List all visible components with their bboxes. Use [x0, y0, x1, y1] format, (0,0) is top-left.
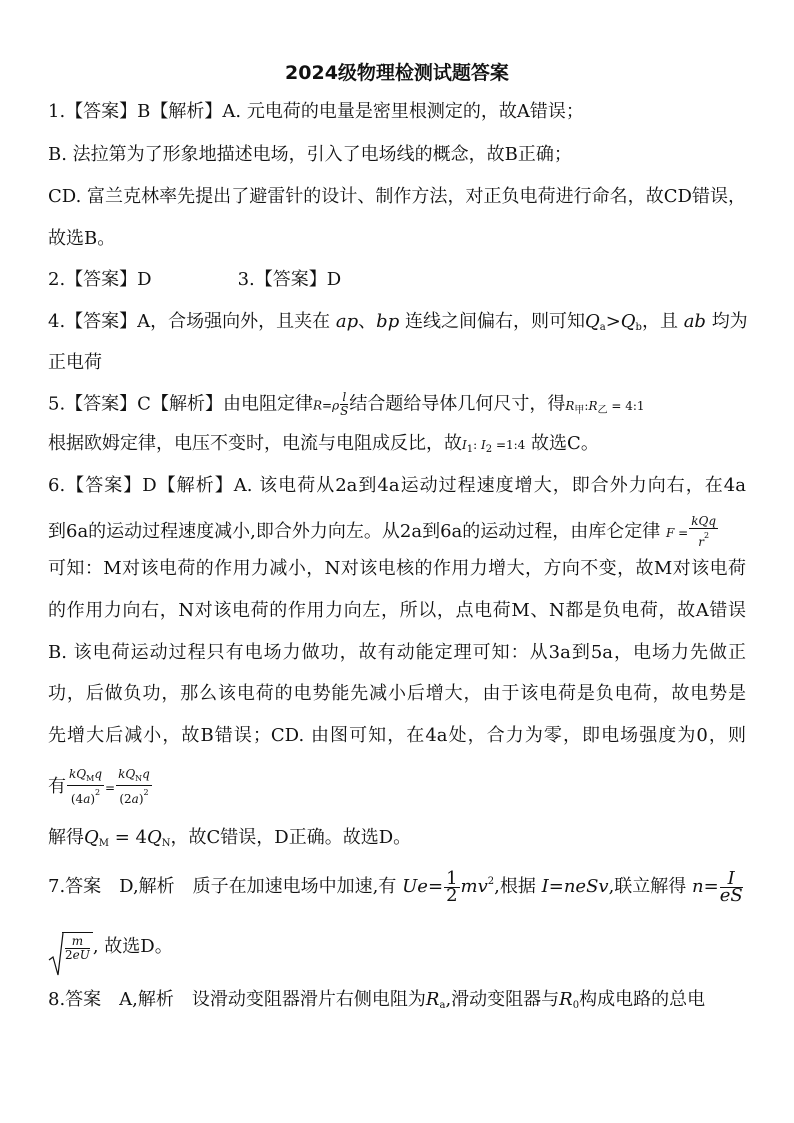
q6-line-7: 先增大后减小，故B错误；CD. 由图可知，在4a处，合力为零，即电场强度为0，则 [48, 725, 746, 746]
q7-line-2: $\frac{m}{2eU}$ , 故选D。 [48, 932, 173, 962]
q6-line-8: 有 $\frac{kQ_Mq}{(4a)^2}$ = $\frac{kQ_Nq}{(2a)^2}$ [48, 767, 150, 806]
q6-line-6: 功，后做负功，那么该电荷的电势能先减小后增大，由于该电荷是负电荷，故电势是 [48, 683, 746, 704]
q8-line-1: 8.答案 A,解析 设滑动变阻器滑片右侧电阻为$R_a$,滑动变阻器与$R_0$构成电路的总电 [48, 989, 706, 1011]
q5-line-1: 5.【答案】C【解析】由电阻定律R=ρ $\frac{l}{S}$ 结合题给导体几何尺寸，得$R_甲:R_乙$ = 4:1 [48, 390, 645, 418]
q5-line-2: 根据欧姆定律，电压不变时，电流与电阻成反比，故$I_1$: $I_2$ =1:4 故选C。 [48, 433, 599, 455]
q6-line-2: 到6a的运动过程速度减小,即合外力向左。从2a到6a的运动过程，由库仑定律 F = $\frac{\text{kQq}}{r^2}$ [48, 514, 717, 549]
q4-line-2: 正电荷 [48, 352, 102, 373]
q1-line-1: 1.【答案】B【解析】A. 元电荷的电量是密里根测定的，故A错误； [48, 101, 584, 122]
q2-q3-line [48, 268, 341, 292]
sqrt-symbol: $\frac{m}{2eU}$ [48, 932, 93, 962]
q1-line-4: 故选B。 [48, 228, 116, 249]
q6-line-5: B. 该电荷运动过程只有电场力做功，故有动能定理可知：从3a到5a，电场力先做正 [48, 642, 746, 663]
q4-line-1: 4.【答案】A，合场强向外，且夹在 ap、bp 连线之间偏右，则可知$Q_a>Q_b$，且 ab 均为 [48, 311, 748, 333]
q6-line-1: 6.【答案】D【解析】A. 该电荷从2a到4a运动过程速度增大，即合外力向右，在4a [48, 475, 746, 496]
q6-line-9: 解得$Q_M = 4Q_N$，故C错误，D正确。故选D。 [48, 827, 412, 849]
q1-line-2: B. 法拉第为了形象地描述电场，引入了电场线的概念，故B正确； [48, 144, 572, 165]
q6-line-3: 可知：M对该电荷的作用力减小，N对该电核的作用力增大，方向不变，故M对该电荷 [48, 558, 746, 579]
q7-line-1: 7.答案 D,解析 质子在加速电场中加速,有 Ue= $\frac{1}{2}$ $mv^2$,根据 I=neSv,联立解得 n= $\frac{I}{eS}$ [48, 867, 743, 906]
q3-answer: 3.【答案】D [237, 269, 342, 290]
q6-line-4: 的作用力向右，N对该电荷的作用力向左，所以，点电荷M、N都是负电荷，故A错误 [48, 600, 746, 621]
q2-answer: 2.【答案】D [48, 269, 152, 290]
page-title: 2024级物理检测试题答案 [285, 62, 509, 84]
q1-line-3: CD. 富兰克林率先提出了避雷针的设计、制作方法，对正负电荷进行命名，故CD错误， [48, 186, 746, 207]
